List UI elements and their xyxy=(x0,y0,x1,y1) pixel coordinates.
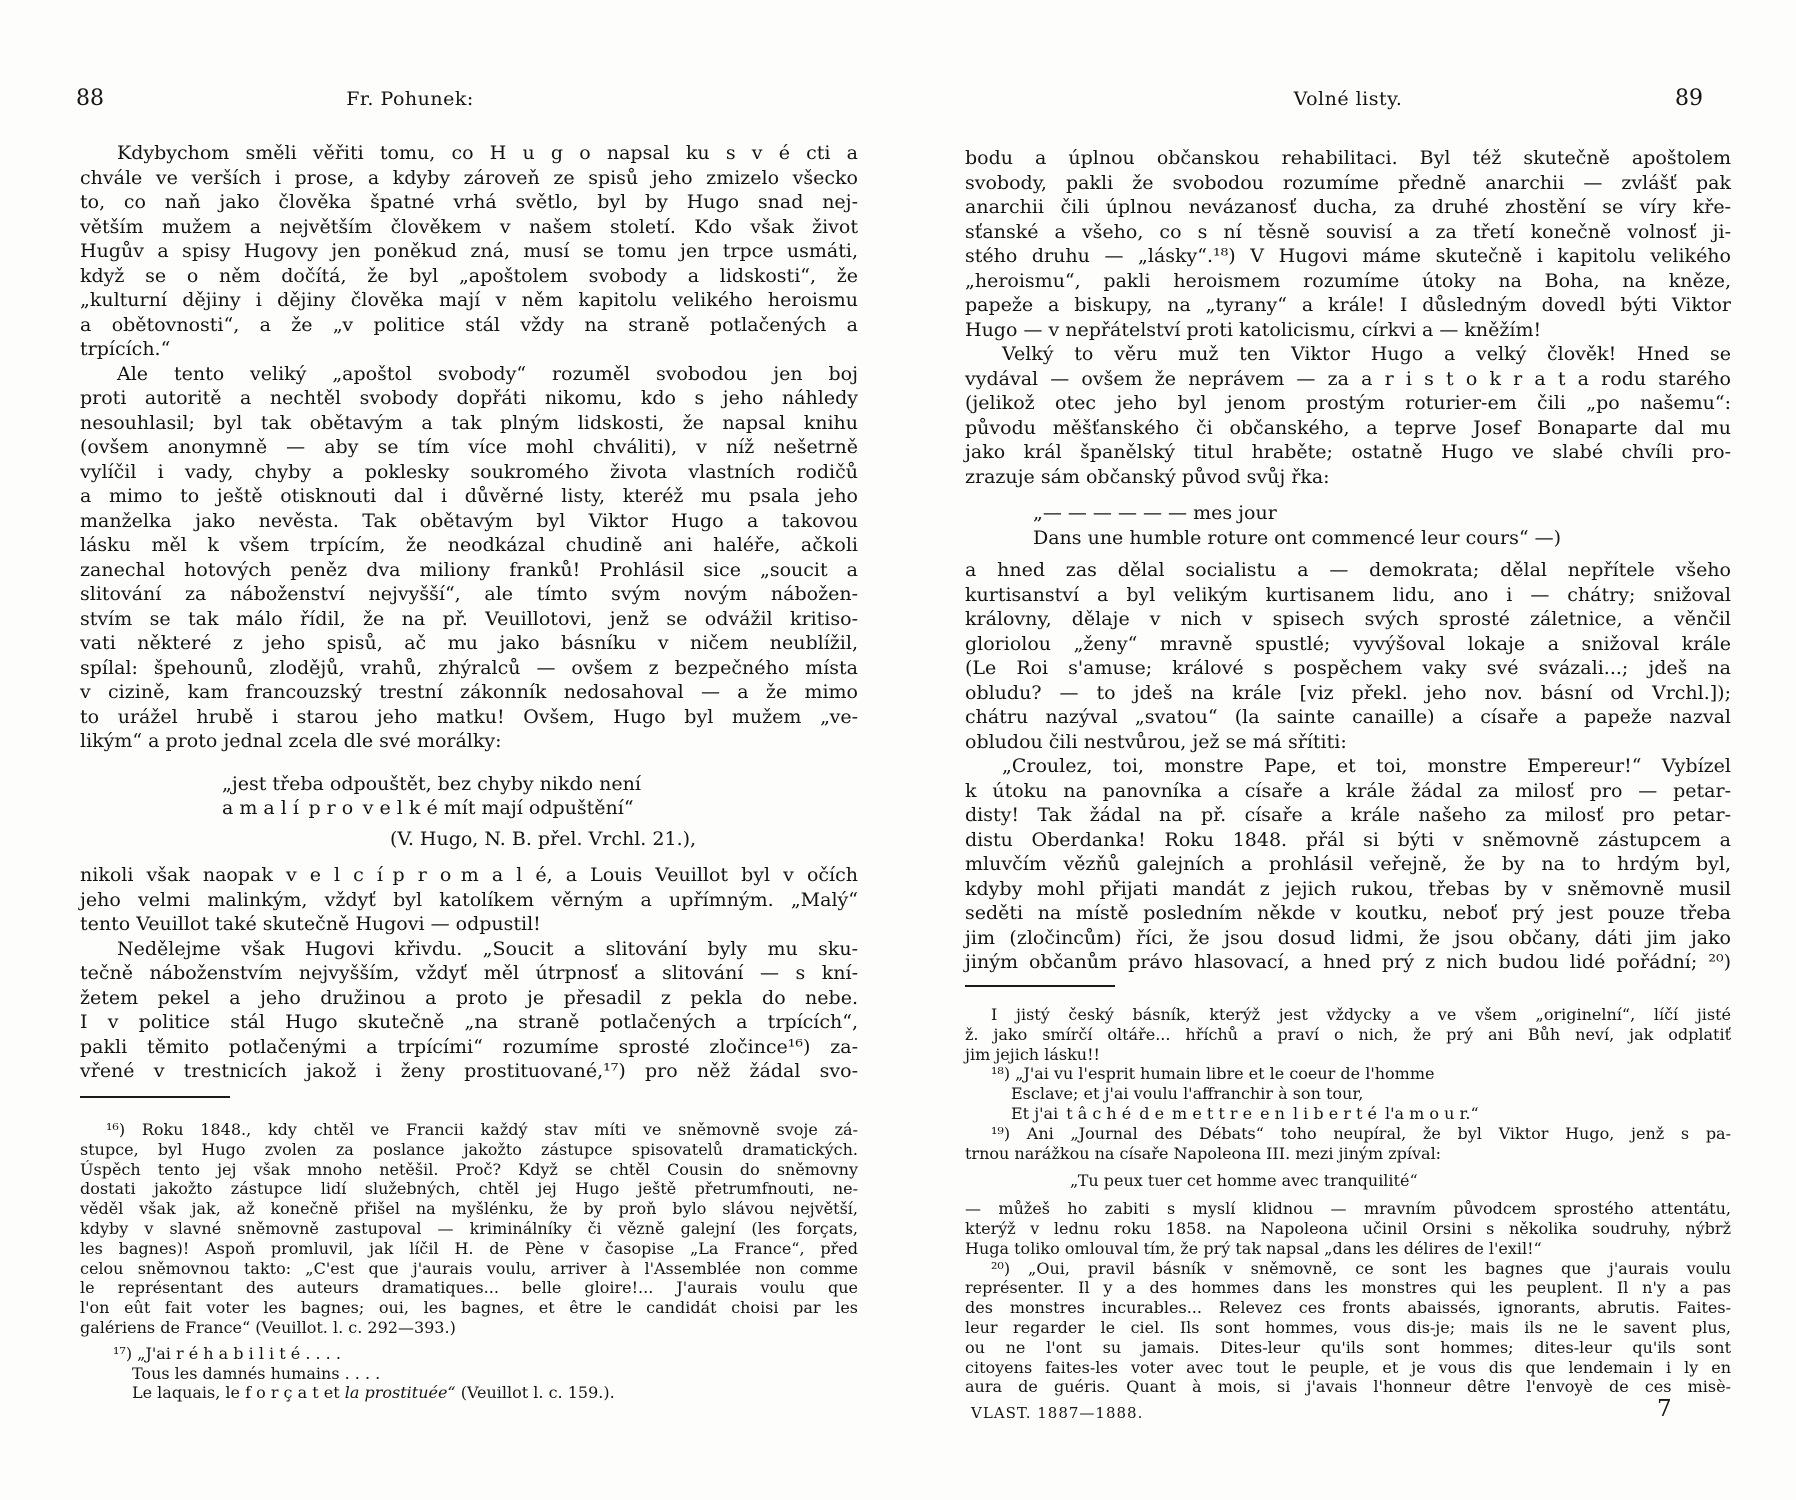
text-line: to urážel hrubě i starou jeho matku! Ovšem, Hugo byl mužem „ve- xyxy=(80,705,858,728)
text-line: Dans une humble roture ont commencé leur cours“ —) xyxy=(1033,526,1561,549)
text-line: Esclave; et j'ai voulu l'affranchir à son tour, xyxy=(1011,1084,1364,1104)
text-line: disty! Tak žádal na př. císaře a krále našeho za milosť pro petar- xyxy=(965,804,1731,826)
text-line: lásku měl k všem trpícím, že neodkázal chudině ani haléře, ačkoli xyxy=(80,534,858,556)
footnote-20 xyxy=(965,1259,1731,1398)
text-line: jim (zločincům) říci, že jsou dosud lidmi, že jsou občany, dáti jim jako xyxy=(965,926,1731,949)
text-line: bodu a úplnou občanskou rehabilitaci. Byl též skutečně apoštolem xyxy=(965,147,1731,169)
text-line: kurtisanství a byl velikým kurtisanem lidu, ano i — chátry; snižoval xyxy=(965,583,1731,606)
text-line: zanechal hotových peněz dva miliony franků! Prohlásil sice „soucit a xyxy=(80,558,858,581)
text-line: Tous les damnés humains . . . . xyxy=(132,1363,381,1383)
text-line: královny, dělaje v nich v spisech svých sprosté záletnice, a věnčil xyxy=(965,608,1731,630)
page-number-right: 89 xyxy=(1675,86,1703,111)
text-line: stvím se tak málo řídil, že na př. Veuillotovi, jenž se odvážil kritiso- xyxy=(80,607,858,630)
text-line: ž. jako smírčí oltáře... hříchů a praví o nich, že prý ani Bůh neví, jak odplatiť xyxy=(965,1024,1731,1044)
footnote-19 xyxy=(965,1124,1731,1164)
text-line: Úspěch tento jej však mnoho netěšil. Proč? Když se chtěl Cousin do sněmovny xyxy=(80,1159,858,1179)
text-line: likým“ a proto jednal zcela dle své morálky: xyxy=(80,730,502,752)
text-line: — můžeš ho zabiti s myslí klidnou — mravním původcem sprostého attentátu, xyxy=(965,1199,1731,1219)
text-line: Huga toliko omlouval tím, že prý tak napsal „dans les délires de l'exil!“ xyxy=(965,1238,1542,1258)
signature-number: 7 xyxy=(1657,1396,1672,1422)
text-line: Hugo — v nepřátelství proti katolicismu, církvi a — kněžím! xyxy=(965,318,1542,341)
body-text-right xyxy=(965,146,1731,975)
text-line: kdyby v slavné sněmovně zastupoval — kriminálníky či vězně galejní (les forçats, xyxy=(80,1218,858,1238)
footnote-17-italic: la prostituée“ xyxy=(344,1383,456,1403)
footnotes-right xyxy=(965,1005,1731,1397)
text-line: nesouhlasil; byl tak obětavým a tak plným lidskosti, že napsal knihu xyxy=(80,411,858,434)
paragraph xyxy=(80,863,858,937)
text-line: „jest třeba odpouštět, bez chyby nikdo není xyxy=(222,772,641,795)
text-line: ¹⁹) Ani „Journal des Débats“ toho neupíral, že byl Viktor Hugo, jenž s pa- xyxy=(991,1123,1731,1143)
verse-attribution: (V. Hugo, N. B. přel. Vrchl. 21.), xyxy=(390,827,697,850)
footnote-17-pre: Le laquais, le f o r ç a t et xyxy=(132,1383,345,1403)
text-line: zrazuje sám občanský původ svůj řka: xyxy=(965,465,1330,488)
text-line: slitování za náboženství nejvyšší“, ale tímto svým novým nábožen- xyxy=(80,583,858,605)
text-line: Nedělejme však Hugovi křivdu. „Soucit a slitování byly mu sku- xyxy=(117,937,858,960)
text-line: obludu? — to jdeš na krále [viz překl. jeho nov. básní od Vrchl.]); xyxy=(965,681,1731,704)
text-line: Hugův a spisy Hugovy jen poněkud zná, musí se tomu jen trpce usmáti, xyxy=(80,240,858,262)
text-line: Et j'ai t â c h é d e m e t t r e e n l i b e r t é l'a m o u r.“ xyxy=(1011,1103,1479,1123)
text-line: ¹⁷) „J'ai r é h a b i l i t é . . . . xyxy=(113,1343,341,1363)
paragraph xyxy=(80,141,858,362)
book-page-right xyxy=(965,0,1731,1500)
footnote-17 xyxy=(80,1344,858,1403)
page-number-left: 88 xyxy=(76,86,104,111)
text-line: „kulturní dějiny i dějiny člověka mají v něm kapitolu velikého heroismu xyxy=(80,289,858,311)
text-line: représenter. Il y a des hommes dans les monstres qui les peuplent. Il n'y a pas xyxy=(965,1278,1731,1298)
text-line: trnou narážkou na císaře Napoleona III. mezi jiným zpíval: xyxy=(965,1143,1442,1163)
running-title-left: Fr. Pohunek: xyxy=(346,88,474,110)
text-line: jako král španělský titul hraběte; ostatně Hugo ve slabé chvíli pro- xyxy=(965,441,1731,463)
text-line: l'on eût fait voter les bagnes; oui, les bagnes, et être le candidát choisi par les xyxy=(80,1298,858,1318)
text-line: nikoli však naopak v e l c í p r o m a l é, a Louis Veuillot byl v očích xyxy=(80,864,858,886)
footnote-separator xyxy=(80,1096,230,1098)
text-line: seděti na místě posledním někde v koutku, neboť prý jest pouze třeba xyxy=(965,902,1731,924)
text-line: le représentant des auteurs dramatiques... belle gloire!... J'aurais voulu que xyxy=(80,1278,858,1298)
text-line: „Croulez, toi, monstre Pape, et toi, monstre Empereur!“ Vybízel xyxy=(1002,755,1731,777)
text-line: jim jejich lásku!! xyxy=(965,1044,1100,1064)
footnote-continuation xyxy=(965,1005,1731,1064)
text-line: vati některé z jeho spisů, ač mu jako básníku v ničem neublížil, xyxy=(80,632,858,654)
text-line: leur regarder le ciel. Ils sont hommes, vous dis-je; mais ils ne le savent plus, xyxy=(965,1317,1731,1337)
text-line: les bagnes)! Aspoň promluvil, jak líčil H. de Pène v časopise „La France“, před xyxy=(80,1238,858,1258)
text-line: (ovšem anonymně — aby se tím více mohl chváliti), v níž nešetrně xyxy=(80,436,858,458)
text-line: ¹⁶) Roku 1848., kdy chtěl ve Francii každý stav míti ve sněmovně svoje zá- xyxy=(106,1120,858,1139)
text-line: Velký to věru muž ten Viktor Hugo a velký člověk! Hned se xyxy=(1002,343,1731,365)
text-line: a mimo to ještě otisknouti dal i důvěrné listy, kteréž mu psala jeho xyxy=(80,485,858,507)
text-line: jiným občanům právo hlasovací, a hned prý z nich budou lidé pořádní; ²⁰) xyxy=(965,951,1731,973)
paragraph xyxy=(965,754,1731,975)
footnote-18 xyxy=(965,1064,1731,1123)
text-line: galériens de France“ (Veuillot. l. c. 292—393.) xyxy=(80,1317,456,1337)
text-line: kterýž v lednu roku 1858. na Napoleona učinil Orsini s několika soudruhy, nýbrž xyxy=(965,1218,1731,1238)
paragraph xyxy=(965,558,1731,754)
page-footer xyxy=(965,1396,1731,1442)
text-line: des monstres incurables... Relevez ces fronts abaissés, ignorants, abrutis. Faites- xyxy=(965,1298,1731,1318)
text-line: obludou čili nestvůrou, jež se má sřítiti: xyxy=(965,730,1347,753)
text-line: a hned zas dělal socialistu a — demokrata; dělal nepřítele všeho xyxy=(965,559,1731,581)
book-page-left xyxy=(76,0,858,1500)
footnote-19-quote xyxy=(1070,1171,1731,1191)
text-line: to, co naň jako člověka špatné vrhá světlo, byl by Hugo snad nej- xyxy=(80,191,858,213)
text-line: „heroismu“, pakli heroismem rozumíme útoky na Boha, na kněze, xyxy=(965,269,1731,292)
footnote-19-continuation xyxy=(965,1199,1731,1258)
text-line: stupce, byl Hugo zvolen za poslance jakožto zástupce spisovatelů dramatických. xyxy=(80,1139,858,1159)
text-line: k útoku na panovníka a císaře a krále žádal za milosť pro — petar- xyxy=(965,779,1731,802)
text-line: manželka jako nevěsta. Tak obětavým byl Viktor Hugo a takovou xyxy=(80,509,858,532)
text-line: chátru nazýval „svatou“ (la sainte canaille) a císaře a papeže nazval xyxy=(965,706,1731,728)
text-line: vylíčil i vady, chyby a poklesky soukromého života vlastních rodičů xyxy=(80,460,858,483)
text-line: sťanské a všeho, co s ní těsně souvisí a za třetí konečně volnosť ji- xyxy=(965,220,1731,243)
footnote-19-quote-line: „Tu peux tuer cet homme avec tranquilité“ xyxy=(1070,1171,1418,1191)
text-line: pakli těmito potlačenými a trpícími“ rozumíme sprosté zločince¹⁶) za- xyxy=(80,1035,858,1058)
text-line: spílal: špehounů, zlodějů, vrahů, zhýralců — ovšem z bezpečného místa xyxy=(80,656,858,679)
verse-quote xyxy=(222,772,858,821)
text-line: „— — — — — — mes jour xyxy=(1033,502,1277,524)
text-line: (Le Roi s'amuse; králové s pospěchem vaky své svázali...; jdeš na xyxy=(965,657,1731,679)
footnotes-left xyxy=(80,1120,858,1403)
paragraph xyxy=(965,146,1731,342)
text-line: svobody, pakli že svobodou rozumíme předně anarchii — zvlášť pak xyxy=(965,171,1731,194)
text-line: tento Veuillot také skutečně Hugovi — odpustil! xyxy=(80,913,541,935)
text-line: papeže a biskupy, na „tyrany“ a krále! I důsledným dovedl býti Viktor xyxy=(965,294,1731,316)
text-line: aura de guéris. Quant à mois, si j'avais l'honneur dêtre l'envoyè de ces misè- xyxy=(965,1377,1731,1397)
text-line: jeho velmi malinkým, vždyť byl katolíkem věrným a upřímným. „Malý“ xyxy=(80,888,858,911)
text-line: trpících.“ xyxy=(80,338,171,360)
footnote-separator xyxy=(965,985,1115,987)
verse-quote xyxy=(1033,501,1731,550)
text-line: proti autoritě a nechtěl svobody dopřáti nikomu, kdo s jeho náhledy xyxy=(80,387,858,409)
text-line: Ale tento veliký „apoštol svobody“ rozuměl svobodou jen boj xyxy=(117,362,858,385)
imprint-label: VLAST. 1887—1888. xyxy=(971,1404,1144,1422)
text-line: a m a l í p r o v e l k é mít mají odpuštění“ xyxy=(222,797,634,819)
text-line: celou sněmovnou takto: „C'est que j'aurais voulu, arriver à l'Assemblée non comme xyxy=(80,1258,858,1278)
text-line: anarchii čili úplnou nevázanosť ducha, za druhé zhostění se víry kře- xyxy=(965,196,1731,218)
text-line: dostati jakožto zástupce lidí služebných, chtěl jej Hugo ještě přetrumfnouti, ne- xyxy=(80,1179,858,1199)
text-line: stého druhu — „lásky“.¹⁸) V Hugovi máme skutečně i kapitolu velikého xyxy=(965,245,1731,267)
paragraph xyxy=(80,937,858,1084)
text-line: žetem pekel a jeho družinou a proto je přesadil z pekla do nebe. xyxy=(80,986,858,1009)
text-line: ²⁰) „Oui, pravil básník v sněmovně, ce sont les bagnes que j'aurais voulu xyxy=(991,1258,1731,1278)
text-line: vřené v trestnicích jakož i ženy prostituované,¹⁷) pro něž žádal svo- xyxy=(80,1060,858,1082)
text-line: tečně náboženstvím nejvyšším, vždyť měl útrpnosť a slitování — s kní- xyxy=(80,962,858,984)
text-line: věděl však jak, až konečně přišel na myšlénku, že by proň bylo slávou největší, xyxy=(80,1199,858,1219)
text-line: chvále ve verších i prose, a kdyby zároveň ze spisů jeho zmizelo všecko xyxy=(80,166,858,189)
text-line: v cizině, kam francouzský trestní zákonník nedosahoval — a že mimo xyxy=(80,681,858,703)
text-line: původu měšťanského či občanského, a teprve Josef Bonaparte dal mu xyxy=(965,416,1731,439)
paragraph xyxy=(80,362,858,754)
body-text-left xyxy=(80,141,858,1084)
text-line: když se o něm dočítá, že byl „apoštolem svobody a lidskosti“, že xyxy=(80,264,858,287)
footnote-16 xyxy=(80,1120,858,1338)
text-line: I jistý český básník, kterýž jest vždycky a ve všem „originelní“, líčí jisté xyxy=(991,1005,1731,1024)
text-line: větším mužem a největším člověkem v našem století. Kdo však život xyxy=(80,215,858,238)
footnote-17-verse xyxy=(113,1343,858,1384)
text-line: Kdybychom směli věřiti tomu, co H u g o napsal ku s v é cti a xyxy=(117,142,858,164)
paragraph xyxy=(965,342,1731,489)
text-line: kdyby mohl přijati mandát z jejich rukou, třebas by v sněmovně musil xyxy=(965,877,1731,900)
text-line: citoyens faites-les voter avec tout le peuple, et je vous dis que lendemain i ly en xyxy=(965,1357,1731,1377)
text-line: gloriolou „ženy“ mravně spustlé; vyvýšoval lokaje a snižoval krále xyxy=(965,632,1731,655)
text-line: ¹⁸) „J'ai vu l'esprit humain libre et le coeur de l'homme xyxy=(991,1064,1435,1084)
text-line: mluvčím vězňů galejních a prohlásil veřejně, že by na to hrdým byl, xyxy=(965,853,1731,875)
text-line: ou ne l'ont su jamais. Dites-leur qu'ils sont hommes; dites-leur qu'ils sont xyxy=(965,1337,1731,1357)
text-line: a obětovnosti“, a že „v politice stál vždy na straně potlačených a xyxy=(80,313,858,336)
running-title-right: Volné listy. xyxy=(1293,88,1403,110)
text-line: (jelikož otec jeho byl jenom prostým roturier-em čili „po našemu“: xyxy=(965,392,1731,414)
footnote-17-post: (Veuillot l. c. 159.). xyxy=(455,1383,615,1403)
text-line: distu Oberdanka! Roku 1848. přál si býti v sněmovně zástupcem a xyxy=(965,828,1731,851)
text-line: I v politice stál Hugo skutečně „na straně potlačených a trpících“, xyxy=(80,1011,858,1033)
text-line: vydával — ovšem že neprávem — za a r i s t o k r a t a rodu starého xyxy=(965,367,1731,390)
footnote-17-lastline xyxy=(132,1383,858,1403)
